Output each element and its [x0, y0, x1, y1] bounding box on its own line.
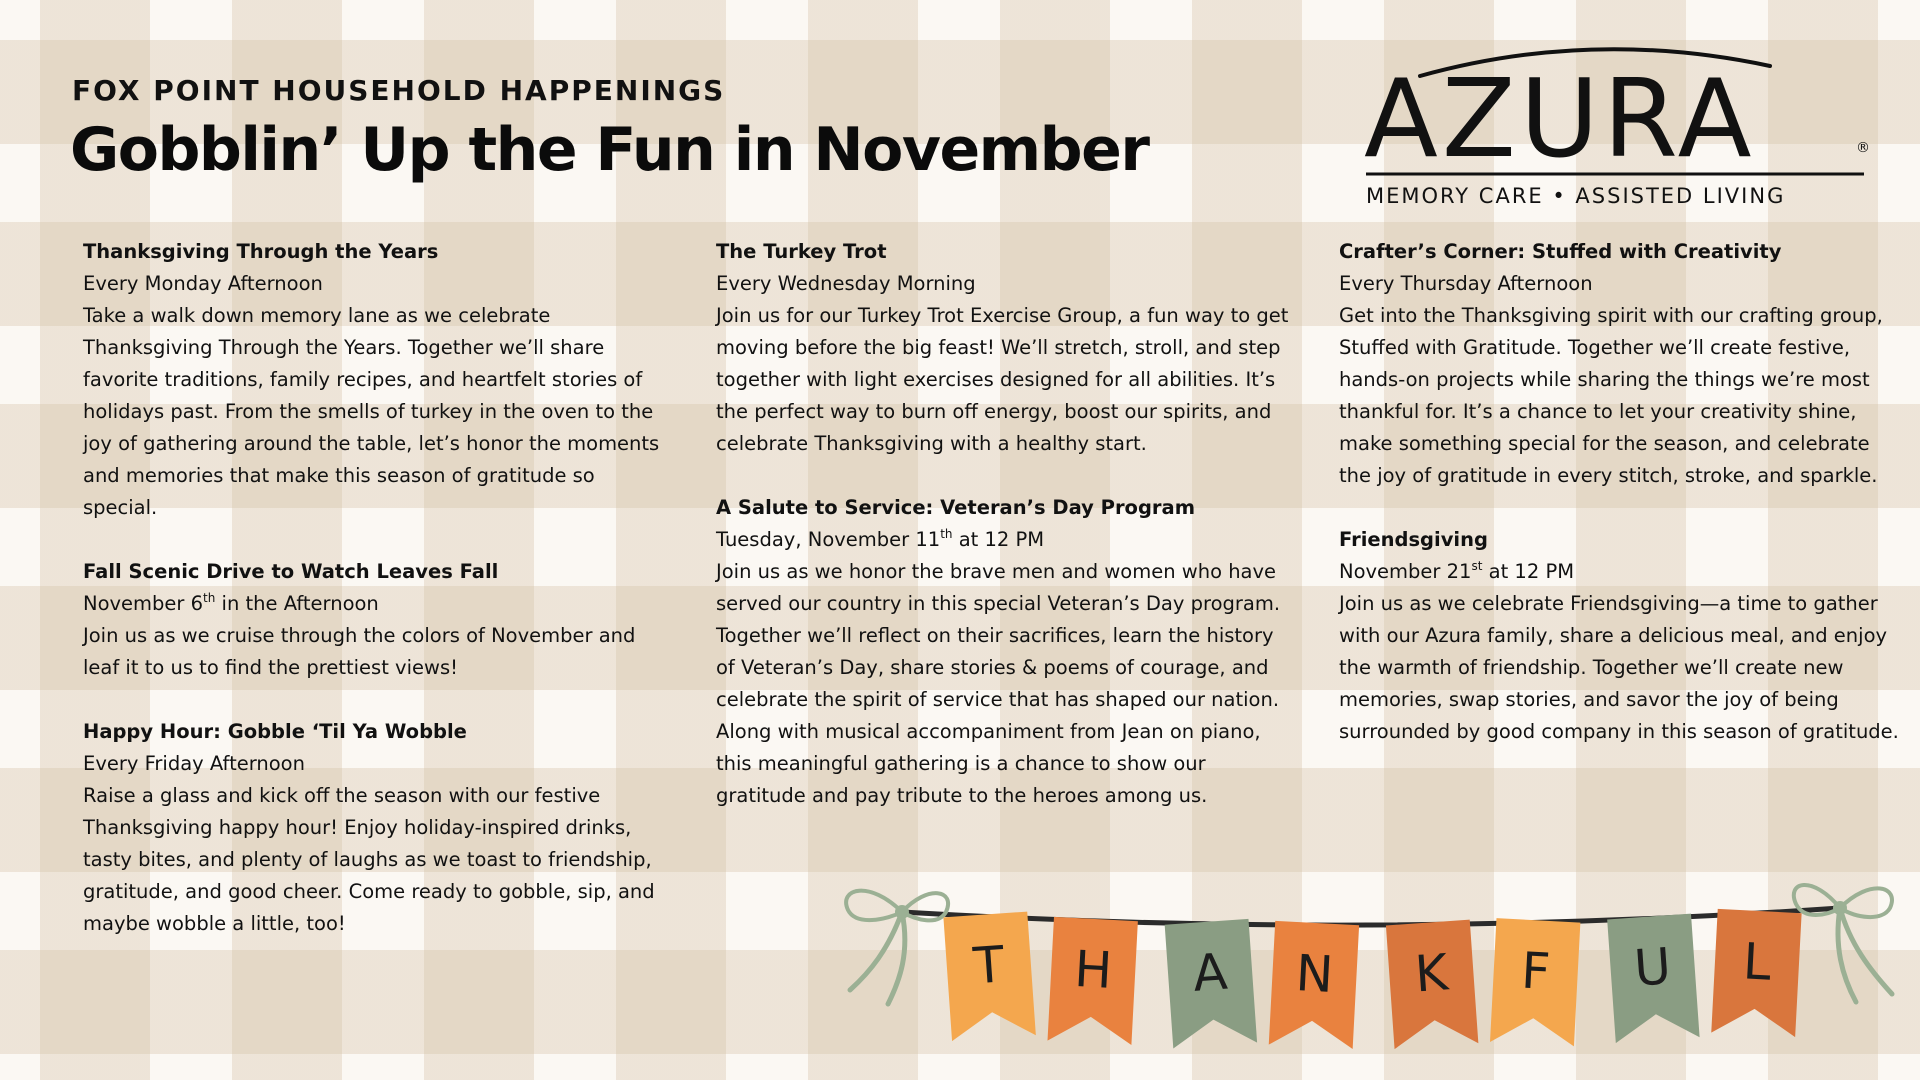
event-title: Happy Hour: Gobble ‘Til Ya Wobble [83, 720, 467, 743]
page-title: Gobblin’ Up the Fun in November [70, 115, 1149, 185]
event-schedule: Every Monday Afternoon [83, 272, 323, 295]
event-time: in the Afternoon [215, 592, 379, 615]
event-schedule [83, 588, 663, 620]
header [72, 74, 1148, 185]
event-description: Raise a glass and kick off the season with our festive Thanksgiving happy hour! Enjoy holiday-inspired drinks, tasty bites, and plenty of laughs as we toast to friendship, gratitude, and good cheer. Come ready to gobble, sip, and maybe wobble a little, too! [83, 784, 655, 935]
right-bow-icon [1794, 885, 1892, 1002]
event-schedule: Every Wednesday Morning [716, 272, 976, 295]
logo-wordmark: AZURA [1364, 57, 1756, 182]
event-schedule: Every Thursday Afternoon [1339, 272, 1593, 295]
event-title: Fall Scenic Drive to Watch Leaves Fall [83, 560, 499, 583]
event-fall-scenic-drive [83, 556, 663, 684]
banner-flag-a [1165, 919, 1257, 1049]
banner-letter: K [1412, 943, 1450, 1004]
event-happy-hour [83, 716, 663, 940]
logo-tagline: MEMORY CARE • ASSISTED LIVING [1366, 184, 1786, 208]
banner-letter: F [1519, 941, 1552, 1002]
banner-letter: U [1632, 937, 1673, 998]
event-title: A Salute to Service: Veteran’s Day Program [716, 496, 1196, 519]
event-schedule: Every Friday Afternoon [83, 752, 305, 775]
banner-flag-l [1711, 909, 1801, 1037]
events-column-2 [716, 236, 1296, 844]
event-description: Join us as we celebrate Friendsgiving—a time to gather with our Azura family, share a delicious meal, and enjoy the warmth of friendship. Together we’ll create new memories, swap stories, and savor the joy of being surrounded by good company in this season of gratitude. [1339, 592, 1899, 743]
event-turkey-trot [716, 236, 1296, 460]
event-schedule [716, 524, 1296, 556]
event-veterans-day-program [716, 492, 1296, 812]
banner-letter: L [1741, 932, 1773, 992]
event-description: Join us for our Turkey Trot Exercise Group, a fun way to get moving before the big feast! We’ll stretch, stroll, and step together with light exercises designed for all abilities. It’s the perfect way to burn off energy, boost our spirits, and celebrate Thanksgiving with a healthy start. [716, 304, 1289, 455]
events-column-1 [83, 236, 663, 972]
left-bow-icon [846, 891, 948, 1004]
banner-flag-h [1048, 917, 1138, 1045]
event-schedule [1339, 556, 1899, 588]
event-date: November 6 [83, 592, 204, 615]
event-date: Tuesday, November 11 [716, 528, 941, 551]
event-title: The Turkey Trot [716, 240, 887, 263]
logo-registered-mark: ® [1856, 140, 1870, 156]
events-column-3 [1339, 236, 1899, 780]
date-ordinal: th [940, 527, 953, 541]
banner-flag-n [1269, 921, 1359, 1049]
event-description: Join us as we cruise through the colors of November and leaf it to us to find the prettiest views! [83, 624, 636, 679]
banner-letter: A [1191, 942, 1230, 1003]
date-ordinal: th [203, 591, 216, 605]
banner-letter: H [1072, 939, 1114, 1000]
event-time: at 12 PM [952, 528, 1045, 551]
event-date: November 21 [1339, 560, 1472, 583]
logo-mark [1362, 36, 1872, 186]
event-title: Thanksgiving Through the Years [83, 240, 439, 263]
banner-flag-f [1490, 918, 1580, 1046]
banner-string [902, 908, 1840, 925]
thankful-banner [830, 860, 1920, 1080]
banner-flag-k [1386, 920, 1478, 1050]
date-ordinal: st [1471, 559, 1483, 573]
banner-flag-t [943, 912, 1035, 1042]
banner-flag-u [1607, 914, 1699, 1044]
event-crafters-corner [1339, 236, 1899, 492]
event-description: Get into the Thanksgiving spirit with our crafting group, Stuffed with Gratitude. Together we’ll create festive, hands-on projects while sharing the things we’re most thankful for. It’s a chance to let your creativity shine, make something special for the season, and celebrate the joy of gratitude in every stitch, stroke, and sparkle. [1339, 304, 1883, 487]
azura-logo [1362, 36, 1872, 216]
event-time: at 12 PM [1482, 560, 1575, 583]
event-friendsgiving [1339, 524, 1899, 748]
banner-letter: T [971, 935, 1007, 996]
event-description: Join us as we honor the brave men and women who have served our country in this special Veteran’s Day program. Together we’ll reflect on their sacrifices, learn the history of Veteran’s Day, share stories & poems of courage, and celebrate the spirit of service that has shaped our nation. Along with musical accompaniment from Jean on piano, this meaningful gathering is a chance to show our gratitude and pay tribute to the heroes among us. [716, 560, 1281, 807]
event-title: Friendsgiving [1339, 528, 1488, 551]
event-thanksgiving-through-the-years [83, 236, 663, 524]
event-title: Crafter’s Corner: Stuffed with Creativity [1339, 240, 1782, 263]
event-description: Take a walk down memory lane as we celebrate Thanksgiving Through the Years. Together we’ll share favorite traditions, family recipes, and heartfelt stories of holidays past. From the smells of turkey in the oven to the joy of gathering around the table, let’s honor the moments and memories that make this season of gratitude so special. [83, 304, 660, 519]
household-eyebrow: FOX POINT HOUSEHOLD HAPPENINGS [72, 74, 726, 107]
banner-letter: N [1294, 944, 1335, 1004]
